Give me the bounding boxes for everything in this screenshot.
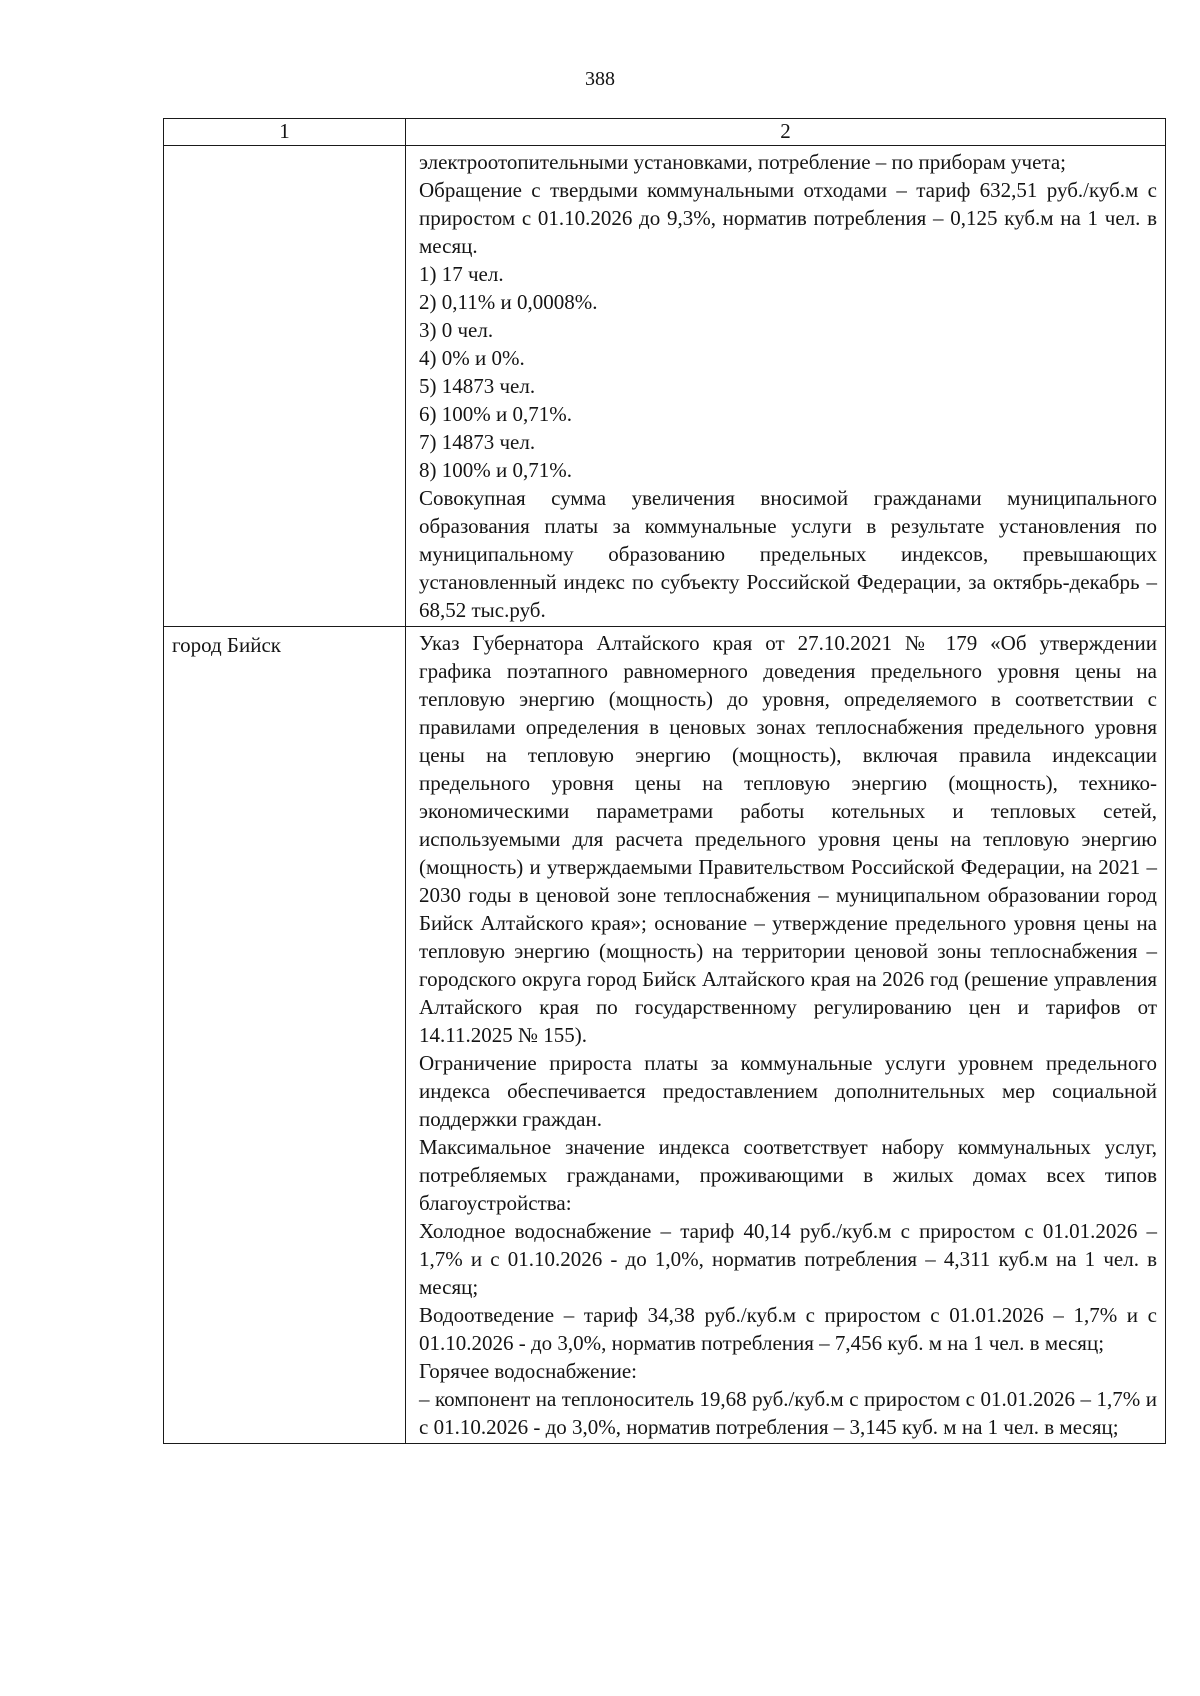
row1-line-9: 7) 14873 чел. (419, 430, 536, 454)
row2-line-7: – компонент на теплоноситель 19,68 руб./куб.м с приростом с 01.01.2026 – 1,7% и с 01.10.2026 - до 3,0%, норматив потребления – 3,145 куб. м на 1 чел. в месяц; (419, 1387, 1157, 1439)
table-row (164, 146, 1166, 627)
row2-line-3: Максимальное значение индекса соответствует набору коммунальных услуг, потребляемых гражданами, проживающими в жилых домах всех типов благоустройства: (419, 1135, 1157, 1215)
row1-municipality (164, 146, 406, 627)
row1-line-7: 5) 14873 чел. (419, 374, 536, 398)
row1-line-5: 3) 0 чел. (419, 318, 494, 342)
row2-municipality: город Бийск (164, 627, 406, 1444)
row2-line-2: Ограничение прироста платы за коммунальные услуги уровнем предельного индекса обеспечивается предоставлением дополнительных мер социальной поддержки граждан. (419, 1051, 1157, 1131)
row1-line-4: 2) 0,11% и 0,0008%. (419, 290, 598, 314)
document-table (163, 118, 1166, 1444)
row2-line-4: Холодное водоснабжение – тариф 40,14 руб./куб.м с приростом с 01.01.2026 – 1,7% и с 01.10.2026 - до 1,0%, норматив потребления – 4,311 куб.м на 1 чел. в месяц; (419, 1219, 1157, 1299)
row1-line-6: 4) 0% и 0%. (419, 346, 525, 370)
row1-line-2: Обращение с твердыми коммунальными отходами – тариф 632,51 руб./куб.м с приростом с 01.10.2026 до 9,3%, норматив потребления – 0,125 куб.м на 1 чел. в месяц. (419, 178, 1157, 258)
row2-details (406, 627, 1166, 1444)
row1-details (406, 146, 1166, 627)
row2-line-6: Горячее водоснабжение: (419, 1359, 638, 1383)
row1-line-8: 6) 100% и 0,71%. (419, 402, 572, 426)
header-col-1: 1 (164, 119, 406, 146)
table-header-row (164, 119, 1166, 146)
row1-line-3: 1) 17 чел. (419, 262, 504, 286)
header-col-2: 2 (406, 119, 1166, 146)
row1-line-1: электроотопительными установками, потребление – по приборам учета; (419, 150, 1066, 174)
page-number: 388 (585, 68, 615, 90)
table-row (164, 627, 1166, 1444)
row2-line-1: Указ Губернатора Алтайского края от 27.10.2021 № 179 «Об утверждении графика поэтапного равномерного доведения предельного уровня цены на тепловую энергию (мощность) до уровня, определяемого в соответствии с правилами определения в ценовых зонах теплоснабжения предельного уровня цены на тепловую энергию (мощность), включая правила индексации предельного уровня цены на тепловую энергию (мощность), технико-экономическими параметрами работы котельных и тепловых сетей, используемыми для расчета предельного уровня цены на тепловую энергию (мощность) и утверждаемыми Правительством Российской Федерации, на 2021 – 2030 годы в ценовой зоне теплоснабжения – муниципальном образовании город Бийск Алтайского края»; основание – утверждение предельного уровня цены на тепловую энергию (мощность) на территории ценовой зоны теплоснабжения – городского округа город Бийск Алтайского края на 2026 год (решение управления Алтайского края по государственному регулированию цен и тарифов от 14.11.2025 № 155). (419, 631, 1157, 1047)
row1-line-10: 8) 100% и 0,71%. (419, 458, 572, 482)
row2-line-5: Водоотведение – тариф 34,38 руб./куб.м с приростом с 01.01.2026 – 1,7% и с 01.10.2026 - до 3,0%, норматив потребления – 7,456 куб. м на 1 чел. в месяц; (419, 1303, 1157, 1355)
row1-line-11: Совокупная сумма увеличения вносимой гражданами муниципального образования платы за коммунальные услуги в результате установления по муниципальному образованию предельных индексов, превышающих установленный индекс по субъекту Российской Федерации, за октябрь-декабрь – 68,52 тыс.руб. (419, 486, 1157, 622)
